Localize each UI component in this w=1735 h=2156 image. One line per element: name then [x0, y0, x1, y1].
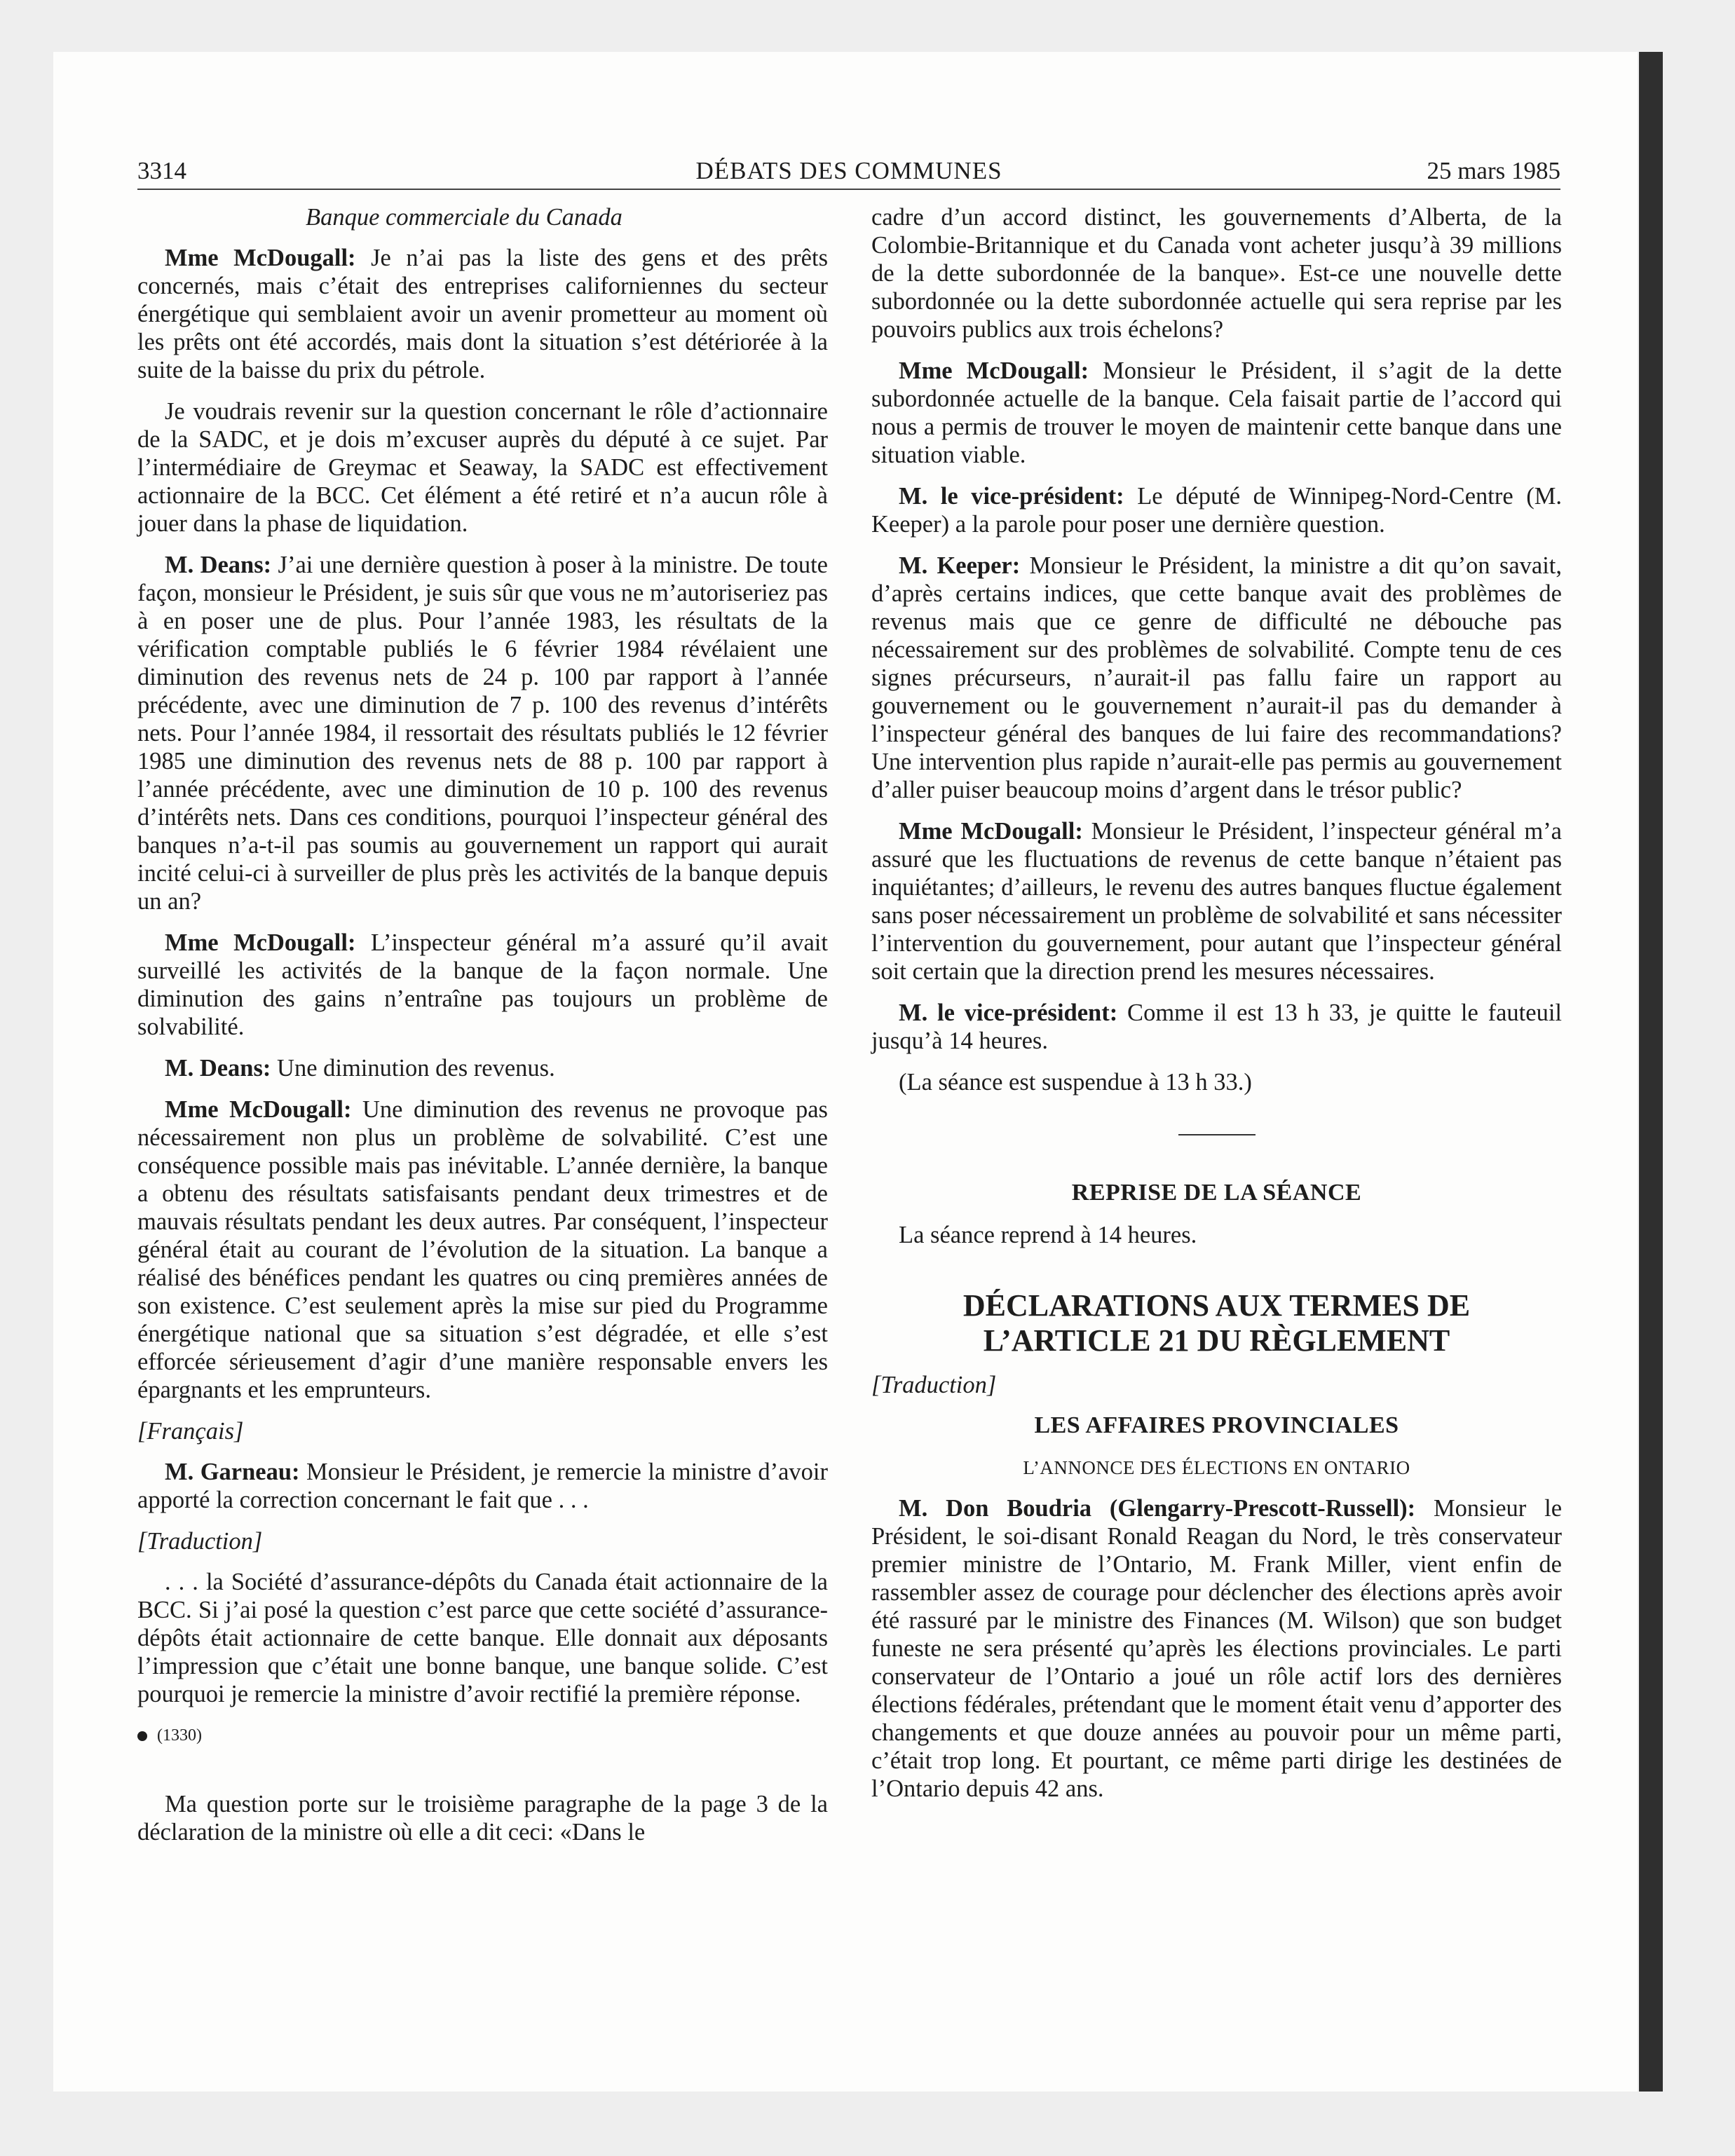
- speech-text: Je voudrais revenir sur la question concernant le rôle d’actionnaire de la SADC, et je dois m’excuser auprès du député à ce sujet. Par l’intermédiaire de Greymac et Seaway, la SADC est effectivement actionnaire de la BCC. Cet élément a été retiré et n’a aucun rôle à jouer dans la phase de liquidation.: [137, 398, 828, 537]
- paragraph: [137, 397, 828, 538]
- paragraph: [871, 1068, 1562, 1096]
- language-tag: [Traduction]: [137, 1528, 263, 1555]
- speech-text: . . . la Société d’assurance-dépôts du Canada était actionnaire de la BCC. Si j’ai posé la question c’est parce que cette société d’assurance-dépôts était actionnaire de cette banque. Elle donnait aux déposants l’impression que c’était une bonne banque, une banque solide. C’est pourquoi je remercie la ministre d’avoir rectifié la première réponse.: [137, 1569, 828, 1707]
- paragraph: [137, 551, 828, 915]
- speaker-name: M. Deans:: [165, 1055, 271, 1082]
- speaker-name: M. Keeper:: [899, 552, 1021, 579]
- paragraph: [871, 1221, 1562, 1249]
- time-stamp: [137, 1721, 828, 1749]
- paragraph: [871, 482, 1562, 538]
- speaker-name: Mme McDougall:: [165, 1096, 352, 1123]
- right-column: [871, 203, 1562, 1816]
- speech-text: L’inspecteur général m’a assuré qu’il avait surveillé les activités de la banque de la façon normale. Une diminution des gains n’entraîne pas toujours un problème de solvabilité.: [137, 929, 828, 1040]
- language-tag: [Français]: [137, 1418, 244, 1445]
- speaker-name: Mme McDougall:: [165, 245, 356, 271]
- section-divider: [1178, 1134, 1256, 1135]
- paragraph: [871, 817, 1562, 985]
- speech-text: J’ai une dernière question à poser à la ministre. De toute façon, monsieur le Président, je suis sûr que vous ne m’autoriseriez pas à en poser une de plus. Pour l’année 1983, les résultats de la vérification comptable publiés le 6 février 1984 révélaient une diminution des revenus nets de 24 p. 100 par rapport à l’année précédente, avec une diminution de 7 p. 100 des revenus d’intérêts nets. Pour l’année 1984, il ressortait des résultats publiés le 12 février 1985 une diminution des revenus nets de 88 p. 100 par rapport à l’année précédente, avec une diminution de 10 p. 100 des revenus d’intérêts nets. Dans ces conditions, pourquoi l’inspecteur général des banques n’a-t-il pas soumis au gouvernement un rapport qui aurait incité celui-ci à surveiller de plus près les activités de la banque depuis un an?: [137, 552, 828, 915]
- speaker-name: M. Garneau:: [165, 1459, 300, 1485]
- bullet-icon: [137, 1731, 147, 1741]
- speech-text: Monsieur le Président, l’inspecteur général m’a assuré que les fluctuations de revenus de cette banque n’étaient pas inquiétantes; d’ailleurs, le revenu des autres banques fluctue également sans poser nécessairement un problème de solvabilité et sans nécessiter l’intervention du gouvernement, pour autant que l’inspecteur général soit certain que la direction prend les mesures nécessaires.: [871, 818, 1562, 985]
- speech-text: Monsieur le Président, je remercie la ministre d’avoir apporté la correction concernant le fait que . . .: [137, 1459, 828, 1513]
- speaker-name: M. le vice-président:: [899, 483, 1124, 510]
- paragraph: [871, 203, 1562, 343]
- topic-heading: Banque commerciale du Canada: [306, 204, 622, 231]
- left-column: [137, 203, 828, 1860]
- header-rule: [137, 189, 1560, 190]
- speaker-name: Mme McDougall:: [899, 818, 1083, 845]
- resume-heading: REPRISE DE LA SÉANCE: [1071, 1180, 1362, 1206]
- scan-edge-shadow: [1639, 52, 1663, 2092]
- speech-text: Comme il est 13 h 33, je quitte le fauteuil jusqu’à 14 heures.: [871, 999, 1562, 1054]
- paragraph: [871, 552, 1562, 804]
- language-tag: [Traduction]: [871, 1372, 997, 1398]
- section-title: [871, 1288, 1562, 1358]
- speaker-name: M. le vice-président:: [899, 999, 1118, 1026]
- speech-text: (La séance est suspendue à 13 h 33.): [899, 1069, 1252, 1096]
- speech-text: Monsieur le Président, la ministre a dit qu’on savait, d’après certains indices, que cette banque avait des problèmes de revenus mais que ce genre de difficulté ne débouche pas nécessairement sur des problèmes de solvabilité. Compte tenu de ces signes précurseurs, n’aurait-il pas fallu faire un rapport au gouvernement ou le gouvernement n’aurait-il pas du demander à l’inspecteur général des banques de lui faire des recommandations? Une intervention plus rapide n’aurait-elle pas permis au gouvernement d’aller puiser beaucoup moins d’argent dans le trésor public?: [871, 552, 1562, 803]
- speech-text: Une diminution des revenus.: [271, 1055, 555, 1082]
- paragraph: [871, 999, 1562, 1055]
- speech-text: La séance reprend à 14 heures.: [899, 1222, 1197, 1248]
- speech-text: Ma question porte sur le troisième paragraphe de la page 3 de la déclaration de la ministre où elle a dit ceci: «Dans le: [137, 1791, 828, 1845]
- speaker-name: Mme McDougall:: [899, 357, 1089, 384]
- publication-title: DÉBATS DES COMMUNES: [695, 157, 1002, 184]
- paragraph: [871, 357, 1562, 469]
- speech-text: Monsieur le Président, le soi-disant Ronald Reagan du Nord, le très conservateur premier ministre de l’Ontario, M. Frank Miller, vient enfin de rassembler assez de courage pour déclencher des élections après avoir été rassuré par le ministre des Finances (M. Wilson) que son budget funeste ne sera présenté qu’après les élections provinciales. Le parti conservateur de l’Ontario a joué un rôle actif lors des dernières élections fédérales, prétendant que le moment était venu d’apporter des changements et que douze années au pouvoir pour un même parti, c’était trop long. Et pourtant, ce même parti dirige les destinées de l’Ontario depuis 42 ans.: [871, 1495, 1563, 1802]
- paragraph: [137, 929, 828, 1041]
- page-header: [137, 156, 1560, 192]
- paragraph: [137, 1054, 828, 1082]
- speech-text: Monsieur le Président, il s’agit de la dette subordonnée actuelle de la banque. Cela faisait partie de l’accord qui nous a permis de trouver le moyen de maintenir cette banque dans une situation viable.: [871, 357, 1562, 468]
- time-stamp-text: (1330): [157, 1726, 202, 1745]
- paragraph: [871, 1494, 1562, 1803]
- section-title-line: L’ARTICLE 21 DU RÈGLEMENT: [983, 1323, 1450, 1358]
- page-date: 25 mars 1985: [1427, 157, 1560, 184]
- speaker-name: Mme McDougall:: [165, 929, 356, 956]
- speech-text: Le député de Winnipeg-Nord-Centre (M. Keeper) a la parole pour poser une dernière question.: [871, 483, 1562, 538]
- paragraph: [137, 1096, 828, 1404]
- paragraph: [137, 1458, 828, 1514]
- speech-text: cadre d’un accord distinct, les gouvernements d’Alberta, de la Colombie-Britannique et du Canada vont acheter jusqu’à 39 millions de la dette subordonnée de la banque». Est-ce une nouvelle dette subordonnée ou la dette subordonnée actuelle qui sera reprise par les pouvoirs publics aux trois échelons?: [871, 204, 1562, 343]
- section-title-line: DÉCLARATIONS AUX TERMES DE: [962, 1288, 1471, 1323]
- paragraph: [137, 1568, 828, 1708]
- paragraph: [137, 244, 828, 384]
- speech-text: Je n’ai pas la liste des gens et des prêts concernés, mais c’était des entreprises californiennes du secteur énergétique qui semblaient avoir un avenir prometteur au moment où les prêts ont été accordés, mais dont la situation s’est détériorée à la suite de la baisse du prix du pétrole.: [137, 245, 828, 383]
- subject-subheading: L’ANNONCE DES ÉLECTIONS EN ONTARIO: [1023, 1457, 1410, 1478]
- speaker-name: M. Deans:: [165, 552, 272, 578]
- paragraph: [137, 1790, 828, 1846]
- speech-text: Une diminution des revenus ne provoque pas nécessairement non plus un problème de solvabilité. C’est une conséquence possible mais pas inévitable. L’année dernière, la banque a obtenu des résultats satisfaisants pendant deux trimestres et de mauvais résultats pendant les deux autres. Par conséquent, l’inspecteur général était au courant de l’évolution de la situation. La banque a réalisé des bénéfices pendant les quatres ou cinq premières années de son existence. C’est seulement après la mise sur pied du Programme énergétique national que sa situation s’est dégradée, et elle s’est efforcée sérieusement d’agir d’une manière responsable envers les épargnants et les emprunteurs.: [137, 1096, 828, 1403]
- speaker-name: M. Don Boudria (Glengarry-Prescott-Russell):: [899, 1495, 1416, 1522]
- page-number: 3314: [137, 157, 186, 184]
- subject-heading: LES AFFAIRES PROVINCIALES: [1034, 1412, 1399, 1438]
